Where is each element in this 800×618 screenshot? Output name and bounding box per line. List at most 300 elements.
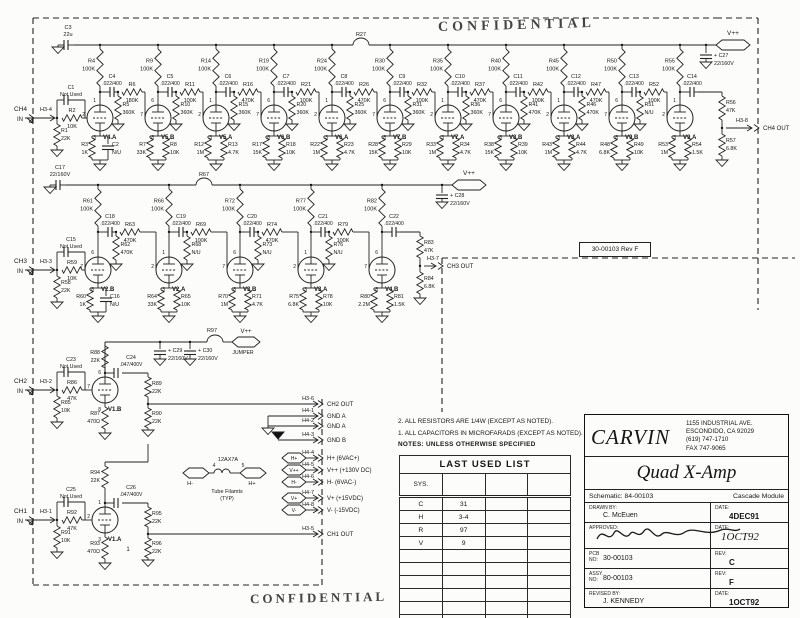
svg-text:22/160V: 22/160V — [198, 356, 218, 362]
svg-text:100K: 100K — [647, 98, 661, 104]
svg-text:R73: R73 — [262, 242, 273, 248]
svg-text:4.7K: 4.7K — [576, 150, 587, 156]
svg-text:100K: 100K — [140, 66, 153, 73]
svg-text:1: 1 — [162, 250, 165, 256]
svg-text:R30: R30 — [374, 58, 385, 65]
svg-text:47K: 47K — [67, 526, 77, 532]
svg-text:H3-8: H3-8 — [736, 118, 748, 124]
svg-text:H- (6VAC-): H- (6VAC-) — [327, 480, 357, 486]
svg-text:470K: 470K — [586, 110, 599, 116]
svg-text:H3-7: H3-7 — [427, 256, 439, 262]
pcb-rev-tag: 30-00103 Rev F — [579, 242, 651, 257]
svg-text:R38: R38 — [484, 142, 494, 148]
svg-text:H4-4: H4-4 — [302, 450, 314, 456]
svg-text:R60: R60 — [76, 294, 86, 300]
svg-text:H4-5: H4-5 — [302, 462, 314, 468]
svg-text:V6.A: V6.A — [335, 135, 349, 141]
svg-text:100K: 100K — [183, 98, 197, 104]
svg-text:H4-3: H4-3 — [302, 432, 314, 438]
svg-text:R82: R82 — [366, 198, 377, 205]
svg-text:4: 4 — [212, 463, 216, 469]
svg-text:R40: R40 — [490, 58, 501, 65]
svg-text:6: 6 — [615, 98, 618, 104]
svg-text:2: 2 — [662, 112, 665, 118]
svg-text:C14: C14 — [687, 74, 697, 80]
svg-text:360K: 360K — [412, 110, 425, 116]
revised-by-row: REVISED BY: J. KENNEDY DATE: 1OCT92 — [585, 588, 788, 608]
svg-text:R76: R76 — [333, 242, 344, 248]
table-row — [400, 576, 571, 589]
svg-text:H4-1: H4-1 — [302, 408, 314, 414]
svg-text:1: 1 — [93, 98, 96, 104]
svg-text:1: 1 — [441, 98, 444, 104]
svg-text:R49: R49 — [634, 142, 644, 148]
row-ch4 — [14, 25, 790, 171]
svg-text:R33: R33 — [426, 142, 436, 148]
svg-text:R58: R58 — [61, 280, 71, 286]
svg-text:R79: R79 — [337, 222, 349, 228]
svg-text:R97: R97 — [206, 328, 218, 334]
table-row — [400, 563, 571, 576]
connector-column — [262, 396, 372, 538]
power-row3 — [105, 328, 260, 462]
schematic-number: Schematic: 84-00103 — [589, 493, 654, 500]
svg-text:C11: C11 — [513, 74, 523, 80]
svg-text:GND A: GND A — [327, 414, 346, 420]
svg-text:R13: R13 — [228, 142, 238, 148]
svg-text:100K: 100K — [336, 238, 350, 244]
svg-text:R70: R70 — [218, 294, 228, 300]
svg-text:C20: C20 — [247, 214, 257, 220]
svg-text:2.2M: 2.2M — [358, 302, 370, 308]
svg-text:C8: C8 — [340, 74, 348, 80]
svg-text:360K: 360K — [238, 110, 251, 116]
svg-text:R34: R34 — [460, 142, 470, 148]
svg-text:Not Used: Not Used — [59, 92, 83, 98]
svg-text:R55: R55 — [664, 58, 675, 65]
svg-text:1K: 1K — [81, 150, 88, 156]
svg-text:N/U: N/U — [644, 110, 654, 116]
note-2: 2. ALL RESISTORS ARE 1/4W (EXCEPT AS NOTED). — [398, 418, 554, 425]
svg-text:3: 3 — [209, 135, 212, 141]
svg-text:IN: IN — [17, 389, 23, 395]
table-row — [400, 550, 571, 563]
svg-text:N/U: N/U — [333, 250, 343, 256]
svg-text:R22: R22 — [310, 142, 320, 148]
svg-text:C6: C6 — [224, 74, 232, 80]
svg-text:R63: R63 — [124, 222, 136, 228]
svg-text:1M: 1M — [196, 150, 204, 156]
svg-text:5: 5 — [241, 463, 245, 469]
svg-text:R72: R72 — [224, 198, 235, 205]
svg-text:R65: R65 — [181, 294, 191, 300]
svg-text:8: 8 — [499, 135, 502, 141]
svg-text:V7.B: V7.B — [393, 135, 407, 141]
svg-text:CH2 OUT: CH2 OUT — [327, 402, 354, 408]
svg-text:R18: R18 — [286, 142, 296, 148]
svg-text:3: 3 — [98, 537, 101, 543]
svg-text:22/160V: 22/160V — [168, 356, 188, 362]
svg-text:V+ (+15VDC): V+ (+15VDC) — [327, 496, 364, 502]
svg-text:V-: V- — [291, 508, 297, 514]
svg-text:H4-7: H4-7 — [302, 490, 314, 496]
svg-text:100K: 100K — [604, 66, 617, 73]
svg-text:470K: 470K — [589, 98, 603, 104]
svg-text:N/U: N/U — [112, 150, 122, 156]
svg-text:.022/400: .022/400 — [566, 81, 586, 87]
svg-text:R89: R89 — [152, 381, 162, 387]
svg-text:6.8K: 6.8K — [726, 146, 737, 152]
svg-text:3: 3 — [304, 287, 307, 293]
svg-text:H4-2: H4-2 — [302, 418, 314, 424]
svg-text:R41: R41 — [528, 102, 539, 108]
svg-text:100K: 100K — [546, 66, 559, 73]
svg-text:R11: R11 — [185, 82, 195, 88]
svg-text:+ C29: + C29 — [168, 348, 183, 354]
svg-text:10K: 10K — [170, 150, 180, 156]
svg-text:470K: 470K — [265, 238, 279, 244]
svg-text:V3.B: V3.B — [243, 287, 257, 293]
svg-text:Tube Filamts: Tube Filamts — [211, 489, 243, 495]
svg-text:R96: R96 — [152, 541, 162, 547]
row-ch1 — [14, 462, 318, 570]
svg-text:10K: 10K — [61, 538, 71, 544]
svg-text:C2: C2 — [112, 142, 119, 148]
svg-text:470K: 470K — [473, 98, 487, 104]
table-row — [400, 615, 571, 618]
svg-text:470K: 470K — [123, 238, 137, 244]
svg-text:R78: R78 — [323, 294, 333, 300]
svg-text:1: 1 — [126, 547, 130, 553]
svg-text:GND B: GND B — [327, 438, 347, 444]
svg-text:8: 8 — [98, 407, 101, 413]
svg-text:V++: V++ — [289, 468, 299, 474]
svg-text:8: 8 — [383, 135, 386, 141]
svg-text:100K: 100K — [531, 98, 545, 104]
svg-text:R15: R15 — [238, 102, 249, 108]
svg-text:100K: 100K — [364, 206, 377, 213]
svg-text:R6: R6 — [128, 82, 136, 88]
svg-text:22K: 22K — [152, 549, 162, 555]
svg-text:470K: 470K — [120, 250, 133, 256]
svg-text:.047/400V: .047/400V — [119, 362, 143, 368]
svg-text:R64: R64 — [147, 294, 157, 300]
svg-text:R32: R32 — [416, 82, 428, 88]
svg-text:.022/400: .022/400 — [624, 81, 644, 87]
svg-text:CH4: CH4 — [14, 106, 28, 113]
svg-text:.047/400V: .047/400V — [119, 492, 143, 498]
svg-text:R5: R5 — [122, 102, 130, 108]
svg-text:22K: 22K — [90, 478, 100, 484]
svg-text:1: 1 — [557, 98, 560, 104]
svg-text:3: 3 — [325, 135, 328, 141]
svg-text:(TYP): (TYP) — [220, 496, 234, 502]
svg-text:R87: R87 — [90, 411, 100, 417]
svg-text:R62: R62 — [120, 242, 131, 248]
svg-text:100K: 100K — [293, 206, 306, 213]
svg-text:JUMPER: JUMPER — [232, 350, 254, 356]
svg-text:V1.B: V1.B — [108, 407, 122, 413]
svg-text:H+: H+ — [248, 481, 256, 487]
svg-text:4.7K: 4.7K — [344, 150, 355, 156]
svg-text:8: 8 — [375, 287, 378, 293]
svg-text:R3: R3 — [81, 142, 88, 148]
svg-text:GND A: GND A — [327, 424, 346, 430]
svg-text:V2.A: V2.A — [172, 287, 186, 293]
svg-text:+ C28: + C28 — [450, 193, 465, 199]
svg-text:R9: R9 — [145, 58, 153, 65]
svg-text:V4.A: V4.A — [103, 135, 117, 141]
svg-text:360K: 360K — [296, 110, 309, 116]
svg-text:100K: 100K — [80, 206, 93, 213]
svg-text:R88: R88 — [90, 350, 100, 356]
svg-text:4.7K: 4.7K — [460, 150, 471, 156]
note-1: 1. ALL CAPACITORS IN MICROFARADS (EXCEPT AS NOTED). — [398, 429, 583, 437]
svg-text:C3: C3 — [64, 25, 72, 31]
company-address: 1155 INDUSTRIAL AVE. ESCONDIDO, CA 92029 (619) 747-1710 FAX 747-9065 — [686, 420, 755, 452]
svg-text:V6.B: V6.B — [277, 135, 291, 141]
svg-text:100K: 100K — [430, 66, 443, 73]
svg-text:R61: R61 — [82, 198, 93, 205]
assy-row: ASSY. NO: 80-00103 REV: F — [585, 568, 788, 588]
svg-text:33K: 33K — [147, 302, 157, 308]
svg-text:100K: 100K — [372, 66, 385, 73]
svg-text:22K: 22K — [152, 419, 162, 425]
svg-text:R14: R14 — [200, 58, 211, 65]
svg-text:R8: R8 — [170, 142, 177, 148]
svg-text:2: 2 — [82, 112, 85, 118]
svg-text:R95: R95 — [152, 511, 162, 517]
svg-text:R77: R77 — [295, 198, 306, 205]
filaments — [183, 457, 266, 502]
title-block — [584, 414, 789, 608]
svg-text:H-: H- — [291, 480, 297, 486]
svg-text:100K: 100K — [194, 238, 208, 244]
svg-text:R94: R94 — [90, 470, 100, 476]
svg-text:R17: R17 — [252, 142, 262, 148]
svg-text:2: 2 — [151, 264, 154, 270]
svg-text:8: 8 — [151, 135, 154, 141]
svg-text:V++: V++ — [463, 170, 475, 177]
svg-text:6.8K: 6.8K — [424, 284, 435, 290]
svg-text:R68: R68 — [191, 242, 202, 248]
svg-text:R83: R83 — [424, 240, 434, 246]
svg-text:.022/400: .022/400 — [100, 221, 120, 227]
svg-text:10K: 10K — [634, 150, 644, 156]
svg-text:3: 3 — [162, 287, 165, 293]
svg-text:V++: V++ — [240, 329, 252, 335]
svg-text:R36: R36 — [470, 102, 481, 108]
svg-text:R71: R71 — [252, 294, 262, 300]
svg-text:100K: 100K — [151, 206, 164, 213]
svg-text:1: 1 — [673, 98, 676, 104]
svg-text:R74: R74 — [266, 222, 278, 228]
svg-text:R43: R43 — [542, 142, 552, 148]
svg-text:V3.A: V3.A — [314, 287, 328, 293]
svg-text:V+: V+ — [290, 496, 298, 502]
svg-text:C19: C19 — [176, 214, 186, 220]
svg-text:V9.A: V9.A — [683, 135, 697, 141]
svg-text:R48: R48 — [600, 142, 610, 148]
svg-text:R21: R21 — [300, 82, 312, 88]
svg-text:2: 2 — [430, 112, 433, 118]
svg-text:47K: 47K — [67, 396, 77, 402]
svg-text:100K: 100K — [299, 98, 313, 104]
svg-text:V- (-15VDC): V- (-15VDC) — [327, 508, 360, 514]
svg-text:100K: 100K — [488, 66, 501, 73]
svg-text:33K: 33K — [136, 150, 146, 156]
svg-text:7: 7 — [140, 112, 143, 118]
svg-text:6: 6 — [91, 250, 94, 256]
svg-text:R29: R29 — [402, 142, 412, 148]
svg-text:2: 2 — [314, 112, 317, 118]
svg-text:10K: 10K — [286, 150, 296, 156]
svg-text:V9.B: V9.B — [625, 135, 639, 141]
svg-text:R23: R23 — [344, 142, 354, 148]
svg-text:R7: R7 — [139, 142, 146, 148]
svg-text:360K: 360K — [122, 110, 135, 116]
svg-text:22K: 22K — [90, 358, 100, 364]
svg-text:R4: R4 — [87, 58, 95, 65]
svg-text:3: 3 — [557, 135, 560, 141]
svg-text:+ C30: + C30 — [198, 348, 213, 354]
svg-text:.022/400: .022/400 — [102, 81, 122, 87]
svg-text:R51: R51 — [644, 102, 655, 108]
svg-text:1M: 1M — [312, 150, 320, 156]
svg-text:V7.A: V7.A — [451, 135, 465, 141]
svg-text:C15: C15 — [66, 237, 76, 243]
svg-text:R47: R47 — [590, 82, 602, 88]
svg-text:C12: C12 — [571, 74, 581, 80]
svg-text:.022/400: .022/400 — [160, 81, 180, 87]
svg-text:15K: 15K — [484, 150, 494, 156]
svg-text:10K: 10K — [402, 150, 412, 156]
svg-text:C4: C4 — [108, 74, 116, 80]
product-name: Quad X-Amp — [636, 462, 737, 483]
svg-text:100K: 100K — [256, 66, 269, 73]
svg-text:360K: 360K — [354, 110, 367, 116]
svg-text:1M: 1M — [544, 150, 552, 156]
svg-text:22/160V: 22/160V — [714, 61, 734, 67]
svg-text:R91: R91 — [61, 530, 71, 536]
svg-text:470Ω: 470Ω — [87, 419, 100, 425]
svg-text:C26: C26 — [126, 485, 136, 491]
svg-text:H3-2: H3-2 — [40, 379, 52, 385]
svg-text:R10: R10 — [180, 102, 191, 108]
svg-text:R57: R57 — [726, 138, 736, 144]
svg-text:CH4 OUT: CH4 OUT — [763, 126, 790, 132]
svg-text:C7: C7 — [282, 74, 290, 80]
svg-text:V2.B: V2.B — [101, 287, 115, 293]
svg-text:1M: 1M — [428, 150, 436, 156]
svg-text:C23: C23 — [66, 357, 76, 363]
svg-text:100K: 100K — [198, 66, 211, 73]
svg-text:2: 2 — [198, 112, 201, 118]
svg-text:Not Used: Not Used — [59, 364, 83, 370]
svg-text:R37: R37 — [474, 82, 486, 88]
svg-text:1: 1 — [325, 98, 328, 104]
svg-text:CH3 OUT: CH3 OUT — [447, 264, 474, 270]
svg-text:V5.A: V5.A — [219, 135, 233, 141]
pcb-row: PCB NO: 30-00103 REV: C — [585, 548, 788, 568]
svg-text:V1.A: V1.A — [108, 537, 122, 543]
svg-text:22K: 22K — [152, 389, 162, 395]
svg-text:+ C27: + C27 — [714, 53, 729, 59]
svg-text:22u: 22u — [63, 32, 73, 38]
svg-text:Not Used: Not Used — [59, 494, 83, 500]
svg-text:R85: R85 — [61, 400, 71, 406]
svg-text:7: 7 — [87, 384, 90, 390]
svg-text:6: 6 — [383, 98, 386, 104]
svg-text:R26: R26 — [358, 82, 370, 88]
svg-text:H3-6: H3-6 — [302, 396, 314, 402]
svg-text:22K: 22K — [61, 136, 71, 142]
svg-text:1.5K: 1.5K — [692, 150, 703, 156]
notes-heading: NOTES: UNLESS OTHERWISE SPECIFIED — [398, 441, 536, 448]
svg-text:10K: 10K — [181, 302, 191, 308]
svg-text:6: 6 — [267, 98, 270, 104]
svg-text:R81: R81 — [394, 294, 404, 300]
svg-text:360K: 360K — [180, 110, 193, 116]
svg-text:R12: R12 — [194, 142, 204, 148]
svg-text:R44: R44 — [576, 142, 586, 148]
svg-text:6: 6 — [499, 98, 502, 104]
svg-text:V4.B: V4.B — [385, 287, 399, 293]
svg-text:10K: 10K — [518, 150, 528, 156]
svg-text:R28: R28 — [368, 142, 378, 148]
svg-text:R39: R39 — [518, 142, 528, 148]
svg-text:C21: C21 — [318, 214, 328, 220]
svg-text:.022/400: .022/400 — [276, 81, 296, 87]
svg-text:N/U: N/U — [262, 250, 272, 256]
svg-text:22/160V: 22/160V — [49, 172, 71, 178]
notes-block — [398, 416, 584, 451]
svg-text:R19: R19 — [258, 58, 269, 65]
svg-text:R93: R93 — [90, 541, 100, 547]
svg-text:47K: 47K — [726, 108, 736, 114]
svg-text:2: 2 — [87, 514, 90, 520]
svg-text:8: 8 — [267, 135, 270, 141]
svg-text:470K: 470K — [241, 98, 255, 104]
svg-text:3: 3 — [441, 135, 444, 141]
svg-text:.022/400: .022/400 — [392, 81, 412, 87]
svg-text:R56: R56 — [726, 100, 736, 106]
svg-text:470K: 470K — [357, 98, 371, 104]
svg-text:R90: R90 — [152, 411, 162, 417]
svg-text:15K: 15K — [252, 150, 262, 156]
svg-text:.022/400: .022/400 — [313, 221, 333, 227]
svg-text:C17: C17 — [54, 165, 66, 171]
confidential-stamp-top: CONFIDENTIAL — [437, 15, 596, 36]
svg-text:10K: 10K — [67, 124, 77, 130]
svg-text:1M: 1M — [660, 150, 668, 156]
svg-text:Not Used: Not Used — [59, 244, 83, 250]
svg-text:R54: R54 — [692, 142, 702, 148]
svg-text:R50: R50 — [606, 58, 617, 65]
svg-text:H-: H- — [187, 481, 193, 487]
svg-text:8: 8 — [233, 287, 236, 293]
svg-text:IN: IN — [17, 519, 23, 525]
svg-text:1: 1 — [209, 98, 212, 104]
svg-text:V++ (+130V DC): V++ (+130V DC) — [327, 468, 372, 474]
svg-text:4.7K: 4.7K — [252, 302, 263, 308]
svg-text:C13: C13 — [629, 74, 639, 80]
svg-text:R27: R27 — [355, 32, 367, 38]
svg-text:6: 6 — [375, 250, 378, 256]
svg-text:360K: 360K — [470, 110, 483, 116]
table-row: V 9 — [400, 537, 571, 550]
svg-text:C1: C1 — [67, 85, 75, 91]
